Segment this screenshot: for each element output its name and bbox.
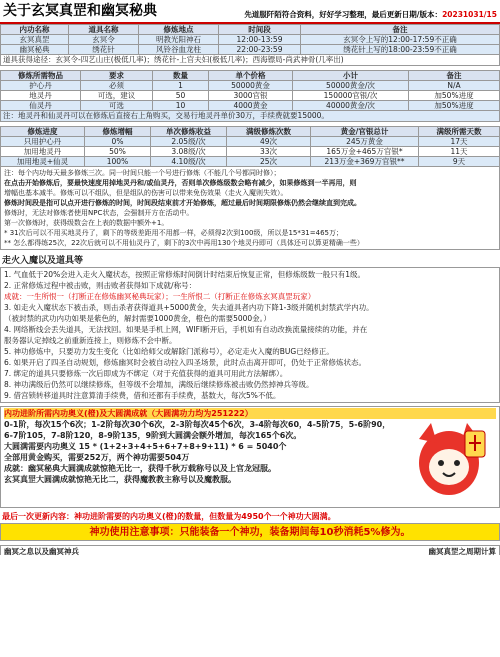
guide-line: 成就：一生所恨一（打断正在修炼幽冥秘典玩家）；一生所恨二（打断正在修炼玄冥真罡玩家） [4, 292, 316, 301]
items-table-header [1, 71, 500, 81]
table-cell: 风铃谷血龙柱 [139, 45, 219, 55]
progress-notes [0, 167, 500, 250]
table-cell: 9天 [419, 157, 500, 167]
guide-line: 服务器认定掉线之前重新连接上，则修炼不会中断。 [4, 336, 177, 345]
table-cell: 25次 [227, 157, 311, 167]
table-row [1, 157, 500, 167]
table-cell: 地灵丹 [1, 91, 81, 101]
col-header: 满级所需天数 [419, 127, 500, 137]
table-cell: 50 [153, 91, 209, 101]
table-cell: 加用地灵丹 [1, 147, 85, 157]
table-cell: 33次 [227, 147, 311, 157]
table-cell: 100% [85, 157, 151, 167]
table-cell: 仙灵丹 [1, 101, 81, 111]
note-line: 在点击开始修炼后，要最快速度用掉地灵丹和/或仙灵丹，否则单次修炼级数会略有减少，如果修炼到一半再用，则 [4, 179, 357, 187]
guide-line: 6. 如果开启了四圣自动规划，修炼幽冥时会被自动拉入四圣场景，此时点击离开即可，仍处于正常修炼状态。 [4, 358, 367, 367]
update-meta [244, 9, 497, 20]
table-cell: 可选，建议 [81, 91, 153, 101]
guide-line: 7. 绑定的道具只要修炼一次后即成为不绑定（对于充值获得的道具可用此方法解绑）。 [4, 369, 288, 378]
guide-title: 走火入魔以及道具等 [0, 250, 500, 268]
table-row [1, 101, 500, 111]
table-cell: 3.08级/次 [151, 147, 227, 157]
col-header: 备注 [409, 71, 500, 81]
advancement-line: 内功进阶所需内功奥义(橙)及大圆满成就（大圆满功力均为251222） [4, 408, 496, 419]
table-cell: 165万金+465万官银* [311, 147, 419, 157]
table-cell: 49次 [227, 137, 311, 147]
note-line: 增幅也基本减半。修炼可以不组队，但是组队的伤害可以带来免伤效果（走火入魔则失效）。 [4, 189, 288, 197]
guide-line: 2. 正常修炼过程中被击败，则击败者获得如下成就/称号： [4, 281, 197, 290]
table-cell: 绣花针 [69, 45, 139, 55]
guide-line: 9. 借宫锁转移道具时注意算清手续费，借和还都有手续费，基数大，每次5%不低。 [4, 391, 281, 400]
advancement-line: 玄冥真罡大圆满成就惊艳无比二，获得魔教教主称号以及魔教服。 [4, 475, 236, 484]
table-cell: 幽冥秘典 [1, 45, 69, 55]
col-header: 修炼地点 [139, 25, 219, 35]
col-header: 黄金/官银总计 [311, 127, 419, 137]
table-cell: 10 [153, 101, 209, 111]
basic-table-note: 道具获得途径：玄冥令-四艺山庄(极低几率)；绣花针-上官夫妇(极低几率)；西海镖局-尚武神骨(几率出) [0, 55, 500, 66]
table-cell: 只用护心丹 [1, 137, 85, 147]
progress-table-header [1, 127, 500, 137]
advancement-line: 成就：幽冥秘典大圆满成就惊艳无比一，获得千秋万载称号以及上官龙冠服。 [4, 464, 276, 473]
note-line: 修炼时，无法对修炼者使用NPC状态，会强制开方在活动中。 [4, 209, 194, 217]
advancement-box [0, 406, 500, 508]
table-row [1, 137, 500, 147]
guide-line: 3. 如走火入魔状态下被击杀，则击杀者获得道具+5000黄金，失去道具者内功下降1-3级并随机封禁武学内功。 [4, 303, 374, 312]
table-cell: 11天 [419, 147, 500, 157]
table-cell: 加50%进度 [409, 101, 500, 111]
table-cell: 玄冥真罡 [1, 35, 69, 45]
bottom-head: 幽冥之息以及幽冥神兵 [4, 547, 79, 556]
table-cell: 40000黄金/次 [293, 101, 409, 111]
table-cell: 明教光阳神石 [139, 35, 219, 45]
table-cell: 2.05级/次 [151, 137, 227, 147]
table-cell: 加用地灵+仙灵 [1, 157, 85, 167]
table-row [1, 147, 500, 157]
table-cell: 0% [85, 137, 151, 147]
table-cell: 12:00-13:59 [219, 35, 301, 45]
progress-table [0, 126, 500, 167]
bottom-section-heads [0, 545, 500, 555]
note-line: * 31次后可以不用买地灵丹了，剩下的等级差距用不用都一样，必须得2次到100级，所以是15*31=465万； [4, 229, 343, 237]
table-cell: 加50%进度 [409, 91, 500, 101]
note-line: 注：每个内功每天最多修炼三次。同一时间只能一个号进行修炼（不能几个号都同时修）； [4, 169, 281, 177]
update-meta-text: 先道服阡陌符合资料，好好学习整理，最后更新日期/版本： [244, 10, 443, 19]
col-header: 修炼增幅 [85, 127, 151, 137]
col-header: 修炼进度 [1, 127, 85, 137]
advancement-line: 大圆满需要内功奥义 15 * (1+2+3+4+5+6+7+8+9+11) * 6 = 5040个 [4, 442, 287, 451]
table-cell: N/A [409, 81, 500, 91]
col-header: 数量 [153, 71, 209, 81]
note-line: ** 怎么都得练25次，22次后就可以不用仙灵丹了，剩下的3次中再用130个地灵丹即可（具体还可以算更精确一些） [4, 239, 364, 247]
table-cell: 22:00-23:59 [219, 45, 301, 55]
advancement-line: 0-1阶，每次15个6次；1-2阶每次30个6次，2-3阶每次45个6次，3-4阶每次60，4-5阶75，5-6阶90， [4, 420, 391, 429]
guide-line: 8. 神功满级后仍然可以继续修炼，但等级不会增加，满级后继续修炼被击败仍然掉神兵等级。 [4, 380, 314, 389]
table-cell: 50% [85, 147, 151, 157]
guide-line: 1. 气血低于20%会进入走火入魔状态，按照正常修炼时间倒计时结束后恢复正常，但修炼级数一般只有1级。 [4, 270, 365, 279]
table-cell: 必须 [81, 81, 153, 91]
table-cell: 213万金+369万官银** [311, 157, 419, 167]
basic-table [0, 24, 500, 55]
basic-table-header [1, 25, 500, 35]
update-date: 20231031/15 [442, 10, 497, 19]
table-cell: 4000黄金 [209, 101, 293, 111]
advancement-line: 全部用黄金购买，需要252万，两个神功需要504万 [4, 453, 190, 462]
table-cell: 17天 [419, 137, 500, 147]
table-row [1, 81, 500, 91]
mascot-illustration [405, 421, 493, 505]
table-cell: 245万黄金 [311, 137, 419, 147]
guide-line: （被封禁的武功内功如果是紫色的，解封需要1000黄金，橙色的需要5000金。） [4, 314, 271, 323]
table-cell: 50000黄金/次 [293, 81, 409, 91]
table-row [1, 35, 500, 45]
table-cell: 绣花针上写的18:00-23:59不正确 [301, 45, 500, 55]
guide-list [0, 268, 500, 403]
table-cell: 玄冥令 [69, 35, 139, 45]
table-row [1, 45, 500, 55]
table-cell: 4.10级/次 [151, 157, 227, 167]
warning-bar: 神功使用注意事项：只能装备一个神功，装备期间每10秒消耗5%修为。 [0, 523, 500, 541]
table-cell: 1 [153, 81, 209, 91]
col-header: 小计 [293, 71, 409, 81]
page-title: 关于玄冥真罡和幽冥秘典 [3, 3, 157, 19]
last-update-line: 最后一次更新内容：神功进阶需要的内功奥义(橙)的数量，但数量为4950个一个神功大圆满。 [2, 512, 336, 521]
table-cell: 玄冥令上写的12:00-17:59不正确 [301, 35, 500, 45]
guide-line: 5. 神功修炼中，只要功力发生变化（比如给师父或解除门派称号），必定走火入魔的BUG已经修正。 [4, 347, 334, 356]
table-row [1, 91, 500, 101]
table-cell: 护心丹 [1, 81, 81, 91]
col-header: 修炼所需物品 [1, 71, 81, 81]
table-cell: 3000官银 [209, 91, 293, 101]
col-header: 时间段 [219, 25, 301, 35]
col-header: 满级修炼次数 [227, 127, 311, 137]
col-header: 内功名称 [1, 25, 69, 35]
col-header: 单次修炼收益 [151, 127, 227, 137]
col-header: 备注 [301, 25, 500, 35]
bottom-head: 幽冥真罡之周期计算 [428, 547, 496, 556]
col-header: 要求 [81, 71, 153, 81]
banner [0, 0, 500, 24]
table-cell: 150000官银/次 [293, 91, 409, 101]
note-line: 修炼时间段是指可以点开进行修炼的时间，时间段结束前才开始修炼，超过最后时间期限修炼仍然会继续直到完成。 [4, 199, 361, 207]
col-header: 道具名称 [69, 25, 139, 35]
guide-line: 4. 网络断线会丢失道具，无法找回。如果是手机上网，WIFI断开后，手机如有自动改换流量接续的功能，并在 [4, 325, 368, 334]
items-table-note: 注：地灵丹和仙灵丹可以在修炼后直接右上角购买，交易行地灵丹单价30万，手续费就要15000。 [0, 111, 500, 122]
col-header: 单个价格 [209, 71, 293, 81]
advancement-line: 6-7阶105，7-8阶120，8-9阶135，9阶到大圆满会额外增加，每次165个6次。 [4, 431, 302, 440]
table-cell: 50000黄金 [209, 81, 293, 91]
table-cell: 可选 [81, 101, 153, 111]
note-line: 第一次修炼时，获得级数会在上表的数据中额外+1。 [4, 219, 169, 227]
items-table [0, 70, 500, 111]
